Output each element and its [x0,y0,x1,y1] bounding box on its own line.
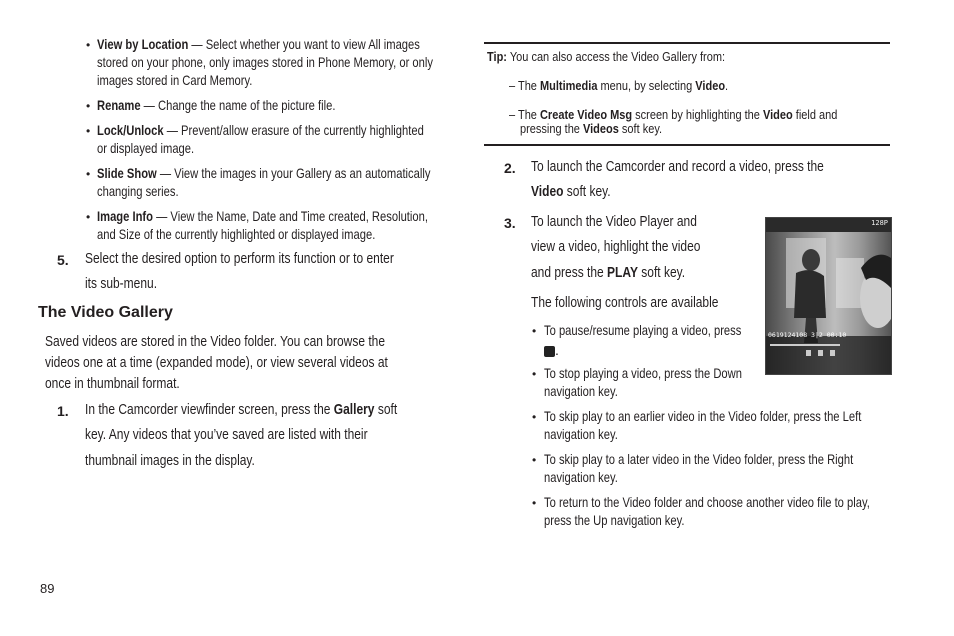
bullet-image-info: Image Info — View the Name, Date and Time created, Resolution, [97,208,428,224]
video-counter: 0619124108 3|2 00:10 [768,331,847,339]
control-pause-resume: To pause/resume playing a video, press [544,322,742,338]
intro-paragraph: Saved videos are stored in the Video folder. You can browse the [45,333,386,350]
control-skip-later: To skip play to a later video in the Video folder, press the Right [544,451,854,467]
bullet-view-by-location: View by Location — Select whether you want to view All images [97,36,420,52]
bullet-dot: • [532,496,537,510]
tip-item-create-video-msg: – The Create Video Msg screen by highlighting the Video field and [509,108,838,122]
bullet-lock-unlock: Lock/Unlock — Prevent/allow erasure of the currently highlighted [97,122,424,138]
step-5-text: Select the desired option to perform its function or to enter [85,250,394,267]
bullet-dot: • [532,453,537,467]
step-2-text: To launch the Camcorder and record a video, press the [531,158,824,175]
play-pause-key-icon [544,346,555,357]
bullet-dot: • [532,367,537,381]
bullet-dot: • [86,99,91,113]
step-number: 5. [57,252,69,268]
bullet-dot: • [86,38,91,52]
bullet-dot: • [532,324,537,338]
step-3-text: To launch the Video Player and [531,213,697,230]
video-player-screenshot [765,217,892,375]
bullet-dot: • [86,167,91,181]
bullet-rename: Rename — Change the name of the picture file. [97,97,336,113]
control-return-folder: To return to the Video folder and choose another video file to play, [544,494,870,510]
tip-item-multimedia: – The Multimedia menu, by selecting Video. [509,79,729,93]
bullet-slide-show: Slide Show — View the images in your Gallery as an automatically [97,165,431,181]
step-number: 1. [57,403,69,419]
bullet-dot: • [532,410,537,424]
step-1-text: In the Camcorder viewfinder screen, press the Gallery soft [85,401,398,418]
page-number: 89 [40,581,55,596]
resolution-indicator: 128P [871,219,888,227]
control-stop: To stop playing a video, press the Down [544,365,742,381]
tip-top-rule [484,42,890,44]
step-number: 2. [504,160,516,176]
bullet-dot: • [86,124,91,138]
tip-text: Tip: You can also access the Video Gallery from: [487,50,726,64]
bullet-dot: • [86,210,91,224]
control-skip-earlier: To skip play to an earlier video in the Video folder, press the Left [544,408,862,424]
tip-bottom-rule [484,144,890,146]
section-heading: The Video Gallery [38,304,173,321]
controls-intro: The following controls are available [531,294,719,311]
video-frame-illustration [766,218,891,374]
step-number: 3. [504,215,516,231]
